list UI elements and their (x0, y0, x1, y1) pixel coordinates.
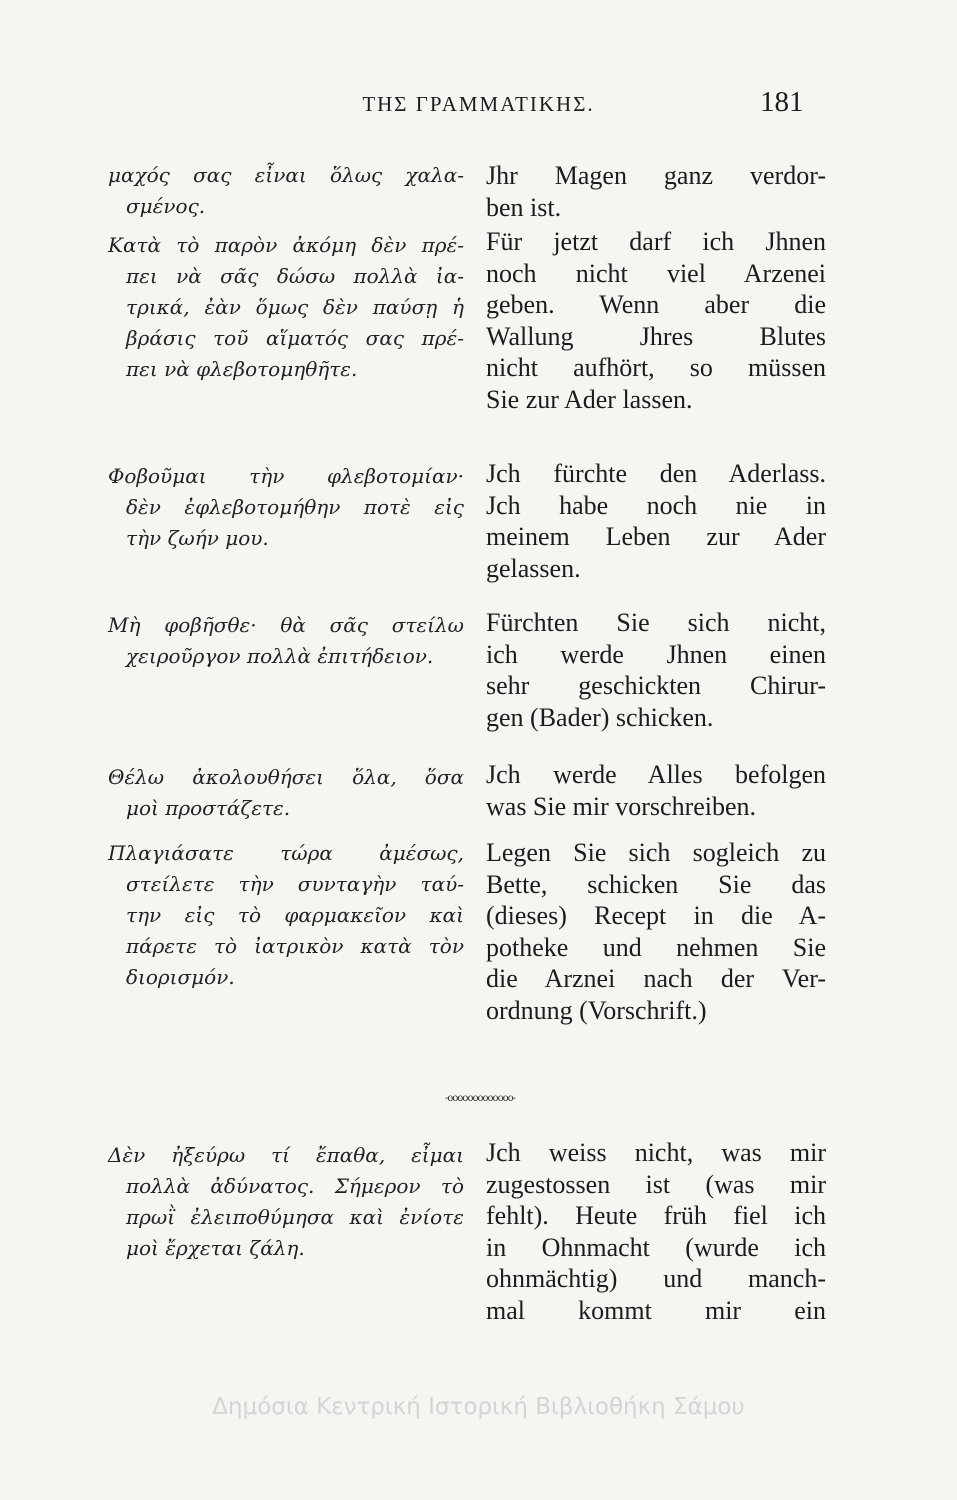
german-line: Jhr Magen ganz verdor- (486, 161, 826, 190)
german-line: (dieses) Recept in die A- (486, 901, 826, 930)
greek-block (108, 838, 464, 993)
greek-line: μοὶ ἔρχεται ζάλη. (126, 1236, 305, 1260)
german-line: meinem Leben zur Ader (486, 522, 826, 551)
greek-block (108, 610, 464, 672)
german-line: ohnmächtig) und manch- (486, 1264, 826, 1293)
german-line: Für jetzt darf ich Jhnen (486, 227, 826, 256)
german-line: Fürchten Sie sich nicht, (486, 608, 826, 637)
german-line: in Ohnmacht (wurde ich (486, 1232, 826, 1262)
german-line: fehlt). Heute früh fiel ich (486, 1201, 826, 1230)
german-line: Legen Sie sich sogleich zu (486, 838, 826, 867)
german-block (486, 226, 826, 415)
german-line: gelassen. (486, 553, 581, 583)
german-line: gen (Bader) schicken. (486, 702, 714, 732)
german-line: Jch werde Alles befolgen (486, 760, 826, 789)
greek-line: στείλετε τὴν συνταγὴν ταύ- (126, 872, 464, 896)
greek-line: πει νὰ φλεβοτομηθῆτε. (126, 357, 358, 381)
german-line: Jch habe noch nie in (486, 490, 826, 520)
page-number: 181 (760, 86, 804, 118)
greek-block (108, 461, 464, 554)
greek-line: Φοβοῦμαι τὴν φλεβοτομίαν· (108, 464, 464, 488)
running-header: ΤΗΣ ΓΡΑΜΜΑΤΙΚΗΣ. (362, 92, 595, 116)
german-block (486, 1137, 826, 1326)
german-line: was Sie mir vorschreiben. (486, 791, 757, 821)
greek-line: πει νὰ σᾶς δώσω πολλὰ ἰα- (126, 264, 464, 288)
greek-line: Μὴ φοβῆσθε· θὰ σᾶς στείλω (108, 613, 464, 637)
german-line: mal kommt mir ein (486, 1295, 826, 1325)
german-line: potheke und nehmen Sie (486, 932, 826, 962)
greek-block (108, 160, 464, 222)
german-block (486, 837, 826, 1026)
greek-block (108, 230, 464, 385)
greek-block (108, 1140, 464, 1264)
german-line: noch nicht viel Arzenei (486, 258, 826, 288)
german-block (486, 458, 826, 584)
german-line: ordnung (Vorschrift.) (486, 995, 707, 1025)
german-line: geben. Wenn aber die (486, 290, 826, 319)
german-block (486, 607, 826, 733)
greek-line: σμένος. (126, 194, 206, 218)
greek-line: τὴν ζωήν μου. (126, 526, 269, 550)
greek-line: χειροῦργον πολλὰ ἐπιτήδειον. (126, 644, 434, 668)
german-line: Sie zur Ader lassen. (486, 384, 693, 414)
greek-line: μαχός σας εἶναι ὅλως χαλα- (108, 163, 464, 187)
greek-line: Πλαγιάσατε τώρα ἀμέσως, (108, 841, 464, 865)
greek-line: πρωῒ ἐλειποθύμησα καὶ ἐνίοτε (126, 1205, 464, 1229)
greek-line: την εἰς τὸ φαρμακεῖον καὶ (126, 903, 464, 927)
german-line: ich werde Jhnen einen (486, 639, 826, 669)
german-line: Wallung Jhres Blutes (486, 321, 826, 351)
german-block (486, 160, 826, 223)
german-line: zugestossen ist (was mir (486, 1169, 826, 1199)
german-line: Bette, schicken Sie das (486, 869, 826, 899)
greek-line: τρικά, ἐὰν ὅμως δὲν παύσῃ ἡ (126, 295, 464, 319)
greek-line: Δὲν ἠξεύρω τί ἔπαθα, εἶμαι (108, 1143, 464, 1167)
german-line: Jch fürchte den Aderlass. (486, 459, 826, 488)
greek-line: διορισμόν. (126, 965, 235, 989)
greek-line: δὲν ἐφλεβοτομήθην ποτὲ εἰς (126, 495, 464, 519)
section-divider: -ooooooooooooo- (444, 1093, 516, 1104)
greek-line: μοὶ προστάζετε. (126, 796, 291, 820)
german-block (486, 759, 826, 822)
german-line: die Arznei nach der Ver- (486, 964, 826, 993)
german-line: sehr geschickten Chirur- (486, 671, 826, 700)
greek-line: πολλὰ ἀδύνατος. Σήμερον τὸ (126, 1174, 464, 1198)
greek-block (108, 762, 464, 824)
german-line: Jch weiss nicht, was mir (486, 1138, 826, 1167)
greek-line: πάρετε τὸ ἰατρικὸν κατὰ τὸν (126, 934, 464, 958)
greek-line: βράσις τοῦ αἵματός σας πρέ- (126, 326, 464, 350)
german-line: nicht aufhört, so müssen (486, 353, 826, 382)
greek-line: Θέλω ἀκολουθήσει ὅλα, ὅσα (108, 765, 464, 789)
german-line: ben ist. (486, 192, 562, 222)
greek-line: Κατὰ τὸ παρὸν ἀκόμη δὲν πρέ- (108, 233, 464, 257)
library-watermark: Δημόσια Κεντρική Ιστορική Βιβλιοθήκη Σάμου (212, 1394, 745, 1420)
